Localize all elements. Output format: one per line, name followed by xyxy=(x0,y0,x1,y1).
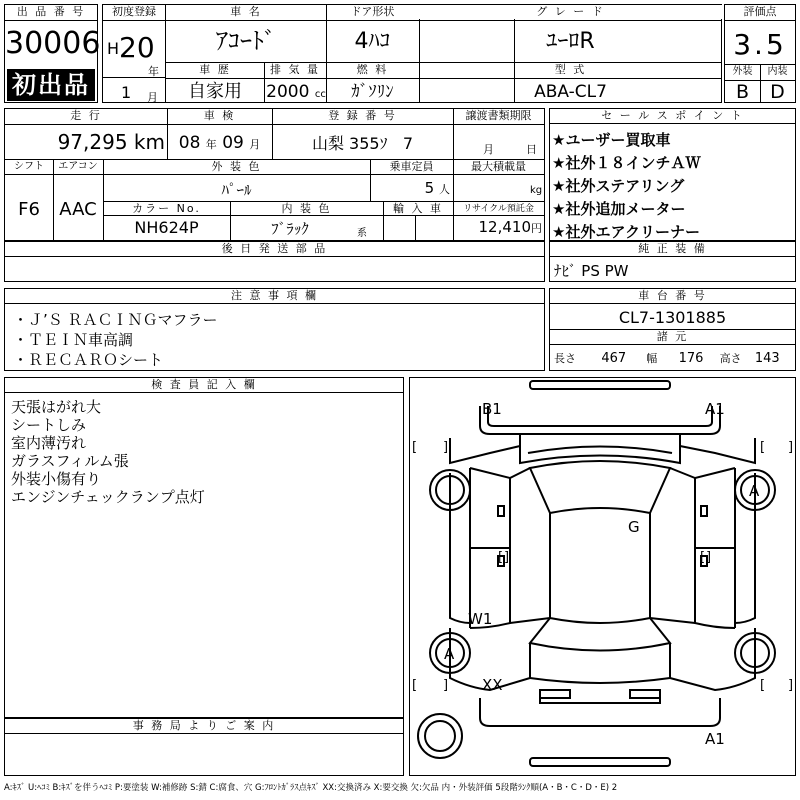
bracket-right: ] xyxy=(788,678,794,693)
insp-year-unit: 年 xyxy=(205,138,217,151)
history: 自家用 xyxy=(188,81,242,102)
notes-box xyxy=(4,288,545,371)
history-label: 車 歴 xyxy=(199,63,231,76)
score-label: 評価点 xyxy=(725,5,795,21)
damage-mark: A xyxy=(444,645,455,663)
recycle-label: リサイクル預託金 xyxy=(463,204,534,214)
doors: 4ﾊｺ xyxy=(354,29,391,54)
sales-points-box xyxy=(549,108,796,241)
bracket-left: [ xyxy=(700,550,706,565)
chassis-box xyxy=(549,288,796,371)
bracket-left: [ xyxy=(412,678,418,693)
color-no-label: カラー No. xyxy=(132,202,201,215)
damage-mark: A1 xyxy=(705,730,725,748)
displacement-unit: cc xyxy=(314,89,326,100)
displacement-label: 排 気 量 xyxy=(270,63,320,76)
mileage-unit: km xyxy=(133,130,165,154)
int-color-unit: 系 xyxy=(357,228,367,239)
inspection-label: 車 検 xyxy=(203,109,236,122)
later-parts-label: 後 日 発 送 部 品 xyxy=(5,242,544,257)
sales-point: ★社外１８インチＡＷ xyxy=(552,154,701,172)
ext-color-label: 外 装 色 xyxy=(211,160,262,173)
lot-number-label: 出 品 番 号 xyxy=(5,5,97,21)
int-grade-label: 内装 xyxy=(767,66,788,77)
ext-grade-label: 外装 xyxy=(732,66,753,77)
grade-label-wide: グ レ ー ド xyxy=(419,5,722,19)
length-label: 長さ xyxy=(554,352,576,365)
notes-label: 注 意 事 項 欄 xyxy=(5,289,544,304)
bracket-left: [ xyxy=(498,550,504,565)
height-label: 高さ xyxy=(719,352,742,365)
score-box xyxy=(724,4,796,103)
score: 3.5 xyxy=(733,28,787,61)
recycle-unit: 円 xyxy=(531,222,542,235)
lot-number-box xyxy=(4,4,101,103)
month-unit: 月 xyxy=(147,91,158,104)
bracket-right: ] xyxy=(788,440,794,455)
ext-grade: B xyxy=(735,81,750,103)
bracket-right: ] xyxy=(504,550,510,565)
sales-point: ★ユーザー買取車 xyxy=(552,131,671,149)
dimensions-label: 諸 元 xyxy=(550,329,795,345)
inspector-line: 天張はがれ大 xyxy=(11,398,102,416)
car-name-label: 車 名 xyxy=(230,5,262,18)
insp-year: 08 xyxy=(178,133,201,153)
import-label: 輸 入 車 xyxy=(393,202,443,215)
damage-mark: W1 xyxy=(468,610,493,628)
inspector-box xyxy=(4,377,404,718)
model: ABA-CL7 xyxy=(534,82,607,102)
fuel-label: 燃 料 xyxy=(356,63,389,76)
transfer-day: 日 xyxy=(526,143,537,156)
damage-mark: XX xyxy=(482,676,503,694)
inspector-line: 外装小傷有り xyxy=(11,470,102,488)
first-registration-box xyxy=(102,4,166,103)
bracket-left: [ xyxy=(412,440,418,455)
int-color: ﾌﾞﾗｯｸ xyxy=(271,220,309,238)
first-registration-label: 初度登録 xyxy=(103,5,165,21)
insp-month: 09 xyxy=(222,133,244,153)
bracket-right: ] xyxy=(443,678,449,693)
recycle-fee xyxy=(453,218,542,236)
mileage-label: 走 行 xyxy=(70,109,102,122)
chassis-label: 車 台 番 号 xyxy=(550,289,795,304)
fuel: ｶﾞｿﾘﾝ xyxy=(351,82,394,102)
car-outline-diagram xyxy=(410,378,795,775)
later-parts-box xyxy=(4,241,545,282)
sales-point: ★社外ステアリング xyxy=(552,177,685,195)
inspector-line: シートしみ xyxy=(11,416,87,434)
displacement-value: 2000 xyxy=(266,82,310,102)
capacity-unit: 人 xyxy=(439,183,450,196)
sales-points-label: セ ー ル ス ポ イ ン ト xyxy=(550,109,795,124)
damage-mark: B1 xyxy=(482,400,502,418)
displacement xyxy=(266,81,326,106)
mileage-value: 97,295 xyxy=(57,130,128,154)
lot-number: 30006 xyxy=(5,26,101,61)
genuine-equipment-box xyxy=(549,241,796,282)
damage-mark: G xyxy=(628,518,640,536)
ext-color: ﾊﾟｰﾙ xyxy=(221,181,252,199)
reg-number-label: 登 録 番 号 xyxy=(328,109,397,122)
mileage xyxy=(5,129,165,155)
bracket-right: ] xyxy=(443,440,449,455)
aircon-label: エアコン xyxy=(53,160,103,175)
inspection-date xyxy=(167,131,272,157)
shift-label: シフト xyxy=(5,160,53,175)
bracket-right: ] xyxy=(706,550,712,565)
sales-point: ★社外エアクリーナー xyxy=(552,223,700,241)
transfer-deadline-label: 譲渡書類期限 xyxy=(465,109,532,122)
damage-mark: A1 xyxy=(705,400,725,418)
bracket-left: [ xyxy=(760,678,766,693)
year-unit: 年 xyxy=(148,65,159,78)
first-reg-year: 20 xyxy=(119,31,155,64)
inspector-line: ガラスフィルム張 xyxy=(11,452,129,470)
note-item: ・Ｊ’Ｓ ＲＡＣＩＮＧマフラー xyxy=(13,311,218,329)
legend: A:ｷｽﾞ U:ﾍｺﾐ B:ｷｽﾞを伴うﾍｺﾐ P:要塗装 W:補修跡 S:錆 C:腐食、穴 G:ﾌﾛﾝﾄｶﾞﾗｽ点ｷｽﾞ XX:交換済み X:要交換 欠:欠品 内・外装評価 5段階ﾗﾝｸ順(A・B・C・D・E) 2 xyxy=(4,783,618,793)
capacity-value: 5 xyxy=(424,179,435,197)
height: 143 xyxy=(754,351,780,366)
spec-block xyxy=(4,108,545,241)
note-item: ・ＴＥＩＮ車高調 xyxy=(13,331,134,349)
capacity xyxy=(370,179,450,197)
int-grade: D xyxy=(770,81,785,103)
width: 176 xyxy=(678,351,704,366)
office-notice-label: 事 務 局 よ り ご 案 内 xyxy=(5,718,403,734)
sales-point: ★社外追加メーター xyxy=(552,200,686,218)
first-reg-month: 1 xyxy=(121,83,132,102)
width-label: 幅 xyxy=(646,352,658,365)
damage-mark: A xyxy=(749,482,760,500)
inspector-line: 室内薄汚れ xyxy=(11,434,87,452)
bracket-left: [ xyxy=(760,440,766,455)
insp-month-unit: 月 xyxy=(249,138,261,151)
first-listing-badge: 初出品 xyxy=(7,69,95,101)
shift: F6 xyxy=(18,199,40,220)
genuine-equipment: ﾅﾋﾞ PS PW xyxy=(554,262,629,280)
car-name: ｱｺｰﾄﾞ xyxy=(216,27,276,55)
max-load-unit: kg xyxy=(530,185,543,196)
capacity-label: 乗車定員 xyxy=(389,160,434,173)
inspector-label: 検 査 員 記 入 欄 xyxy=(5,378,403,393)
recycle-value: 12,410 xyxy=(478,218,531,236)
note-item: ・ＲＥＣＡＲＯシート xyxy=(13,351,164,369)
max-load-label: 最大積載量 xyxy=(471,160,526,173)
dimensions xyxy=(554,350,794,366)
doors-label: ドア形状 xyxy=(350,5,395,18)
chassis-number: CL7-1301885 xyxy=(618,308,727,327)
aircon: AAC xyxy=(59,199,97,220)
genuine-equipment-label: 純 正 装 備 xyxy=(550,242,795,257)
model-label: 型 式 xyxy=(554,63,587,76)
inspector-line: エンジンチェックランプ点灯 xyxy=(11,488,205,506)
length: 467 xyxy=(601,351,627,366)
grade: ﾕｰﾛR xyxy=(546,29,595,54)
office-notice-box xyxy=(4,718,404,776)
reg-number: 山梨 355ｿ 7 xyxy=(311,134,414,153)
int-color-label: 内 装 色 xyxy=(281,202,332,215)
color-no: NH624P xyxy=(134,218,199,237)
era: H xyxy=(107,39,120,58)
damage-diagram xyxy=(409,377,796,776)
transfer-month: 月 xyxy=(483,143,494,156)
